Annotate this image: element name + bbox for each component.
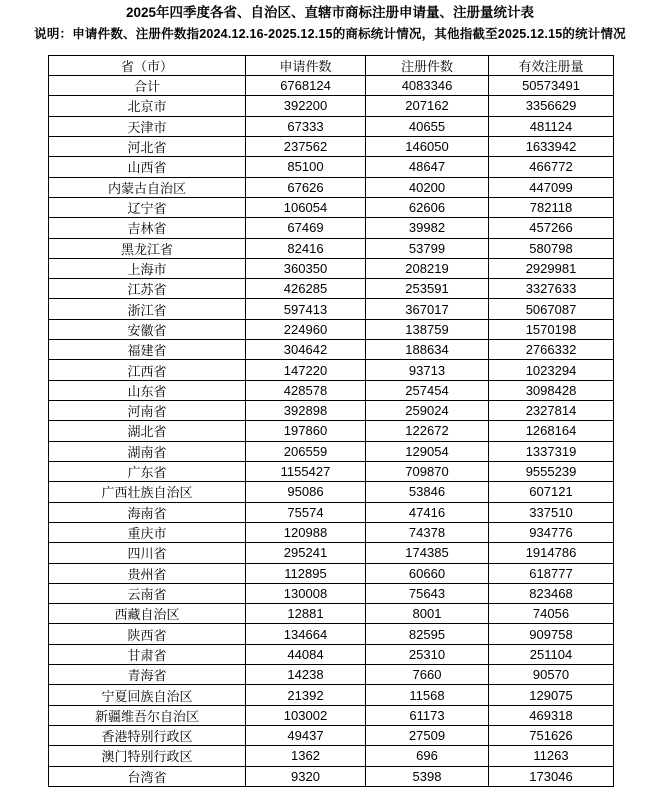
table-row bbox=[49, 116, 614, 136]
registrations-cell: 11568 bbox=[366, 685, 489, 705]
applications-cell: 75574 bbox=[246, 502, 366, 522]
applications-cell: 392200 bbox=[246, 96, 366, 116]
valid-registrations-cell: 751626 bbox=[489, 726, 614, 746]
province-cell: 山西省 bbox=[49, 157, 246, 177]
applications-cell: 67333 bbox=[246, 116, 366, 136]
column-header-applications: 申请件数 bbox=[246, 56, 366, 76]
table-body bbox=[49, 76, 614, 787]
table-row bbox=[49, 76, 614, 96]
registrations-cell: 82595 bbox=[366, 624, 489, 644]
province-cell: 新疆维吾尔自治区 bbox=[49, 705, 246, 725]
valid-registrations-cell: 129075 bbox=[489, 685, 614, 705]
registrations-cell: 146050 bbox=[366, 136, 489, 156]
applications-cell: 197860 bbox=[246, 421, 366, 441]
valid-registrations-cell: 50573491 bbox=[489, 76, 614, 96]
province-cell: 澳门特别行政区 bbox=[49, 746, 246, 766]
registrations-cell: 27509 bbox=[366, 726, 489, 746]
table-row bbox=[49, 157, 614, 177]
province-cell: 河南省 bbox=[49, 401, 246, 421]
table-row bbox=[49, 665, 614, 685]
applications-cell: 1362 bbox=[246, 746, 366, 766]
province-cell: 吉林省 bbox=[49, 218, 246, 238]
table-row bbox=[49, 461, 614, 481]
registrations-cell: 40200 bbox=[366, 177, 489, 197]
province-cell: 合计 bbox=[49, 76, 246, 96]
valid-registrations-cell: 447099 bbox=[489, 177, 614, 197]
province-cell: 黑龙江省 bbox=[49, 238, 246, 258]
applications-cell: 95086 bbox=[246, 482, 366, 502]
province-cell: 安徽省 bbox=[49, 319, 246, 339]
province-cell: 内蒙古自治区 bbox=[49, 177, 246, 197]
applications-cell: 44084 bbox=[246, 644, 366, 664]
table-row bbox=[49, 624, 614, 644]
table-row bbox=[49, 482, 614, 502]
trademark-statistics-table bbox=[48, 55, 614, 787]
table-row bbox=[49, 685, 614, 705]
table-row bbox=[49, 96, 614, 116]
applications-cell: 6768124 bbox=[246, 76, 366, 96]
table-row bbox=[49, 766, 614, 786]
column-header-province: 省（市） bbox=[49, 56, 246, 76]
province-cell: 重庆市 bbox=[49, 522, 246, 542]
valid-registrations-cell: 618777 bbox=[489, 563, 614, 583]
province-cell: 云南省 bbox=[49, 583, 246, 603]
province-cell: 江苏省 bbox=[49, 279, 246, 299]
registrations-cell: 122672 bbox=[366, 421, 489, 441]
registrations-cell: 53799 bbox=[366, 238, 489, 258]
table-row bbox=[49, 401, 614, 421]
valid-registrations-cell: 469318 bbox=[489, 705, 614, 725]
table-row bbox=[49, 360, 614, 380]
province-cell: 江西省 bbox=[49, 360, 246, 380]
valid-registrations-cell: 1337319 bbox=[489, 441, 614, 461]
valid-registrations-cell: 2327814 bbox=[489, 401, 614, 421]
province-cell: 宁夏回族自治区 bbox=[49, 685, 246, 705]
registrations-cell: 174385 bbox=[366, 543, 489, 563]
applications-cell: 392898 bbox=[246, 401, 366, 421]
province-cell: 四川省 bbox=[49, 543, 246, 563]
table-row bbox=[49, 543, 614, 563]
valid-registrations-cell: 1914786 bbox=[489, 543, 614, 563]
table-row bbox=[49, 136, 614, 156]
table-row bbox=[49, 380, 614, 400]
applications-cell: 134664 bbox=[246, 624, 366, 644]
valid-registrations-cell: 3356629 bbox=[489, 96, 614, 116]
registrations-cell: 53846 bbox=[366, 482, 489, 502]
applications-cell: 237562 bbox=[246, 136, 366, 156]
province-cell: 海南省 bbox=[49, 502, 246, 522]
province-cell: 台湾省 bbox=[49, 766, 246, 786]
table-row bbox=[49, 583, 614, 603]
valid-registrations-cell: 2766332 bbox=[489, 340, 614, 360]
registrations-cell: 259024 bbox=[366, 401, 489, 421]
valid-registrations-cell: 909758 bbox=[489, 624, 614, 644]
applications-cell: 304642 bbox=[246, 340, 366, 360]
applications-cell: 12881 bbox=[246, 604, 366, 624]
valid-registrations-cell: 1268164 bbox=[489, 421, 614, 441]
valid-registrations-cell: 481124 bbox=[489, 116, 614, 136]
registrations-cell: 696 bbox=[366, 746, 489, 766]
registrations-cell: 47416 bbox=[366, 502, 489, 522]
valid-registrations-cell: 823468 bbox=[489, 583, 614, 603]
applications-cell: 14238 bbox=[246, 665, 366, 685]
registrations-cell: 39982 bbox=[366, 218, 489, 238]
table-row bbox=[49, 644, 614, 664]
applications-cell: 49437 bbox=[246, 726, 366, 746]
applications-cell: 426285 bbox=[246, 279, 366, 299]
note-text: 说明：申请件数、注册件数指2024.12.16-2025.12.15的商标统计情况，其他指截至2025.12.15的统计情况 bbox=[34, 27, 626, 41]
province-cell: 湖南省 bbox=[49, 441, 246, 461]
applications-cell: 106054 bbox=[246, 197, 366, 217]
valid-registrations-cell: 466772 bbox=[489, 157, 614, 177]
registrations-cell: 61173 bbox=[366, 705, 489, 725]
column-header-registrations: 注册件数 bbox=[366, 56, 489, 76]
table-row bbox=[49, 502, 614, 522]
province-cell: 陕西省 bbox=[49, 624, 246, 644]
valid-registrations-cell: 580798 bbox=[489, 238, 614, 258]
table-row bbox=[49, 258, 614, 278]
valid-registrations-cell: 1570198 bbox=[489, 319, 614, 339]
province-cell: 甘肃省 bbox=[49, 644, 246, 664]
registrations-cell: 709870 bbox=[366, 461, 489, 481]
valid-registrations-cell: 457266 bbox=[489, 218, 614, 238]
applications-cell: 85100 bbox=[246, 157, 366, 177]
province-cell: 福建省 bbox=[49, 340, 246, 360]
table-row bbox=[49, 218, 614, 238]
registrations-cell: 74378 bbox=[366, 522, 489, 542]
registrations-cell: 62606 bbox=[366, 197, 489, 217]
province-cell: 辽宁省 bbox=[49, 197, 246, 217]
applications-cell: 597413 bbox=[246, 299, 366, 319]
valid-registrations-cell: 1633942 bbox=[489, 136, 614, 156]
table-row bbox=[49, 705, 614, 725]
table-row bbox=[49, 238, 614, 258]
registrations-cell: 188634 bbox=[366, 340, 489, 360]
table-row bbox=[49, 441, 614, 461]
table-row bbox=[49, 279, 614, 299]
table-header-row bbox=[49, 56, 614, 76]
applications-cell: 224960 bbox=[246, 319, 366, 339]
province-cell: 广西壮族自治区 bbox=[49, 482, 246, 502]
registrations-cell: 4083346 bbox=[366, 76, 489, 96]
table-row bbox=[49, 746, 614, 766]
valid-registrations-cell: 337510 bbox=[489, 502, 614, 522]
registrations-cell: 138759 bbox=[366, 319, 489, 339]
registrations-cell: 40655 bbox=[366, 116, 489, 136]
registrations-cell: 60660 bbox=[366, 563, 489, 583]
valid-registrations-cell: 782118 bbox=[489, 197, 614, 217]
table-row bbox=[49, 319, 614, 339]
applications-cell: 147220 bbox=[246, 360, 366, 380]
table-row bbox=[49, 563, 614, 583]
valid-registrations-cell: 607121 bbox=[489, 482, 614, 502]
applications-cell: 428578 bbox=[246, 380, 366, 400]
valid-registrations-cell: 74056 bbox=[489, 604, 614, 624]
column-header-valid-registrations: 有效注册量 bbox=[489, 56, 614, 76]
valid-registrations-cell: 251104 bbox=[489, 644, 614, 664]
valid-registrations-cell: 90570 bbox=[489, 665, 614, 685]
valid-registrations-cell: 11263 bbox=[489, 746, 614, 766]
registrations-cell: 7660 bbox=[366, 665, 489, 685]
province-cell: 香港特别行政区 bbox=[49, 726, 246, 746]
valid-registrations-cell: 3098428 bbox=[489, 380, 614, 400]
province-cell: 青海省 bbox=[49, 665, 246, 685]
registrations-cell: 367017 bbox=[366, 299, 489, 319]
applications-cell: 295241 bbox=[246, 543, 366, 563]
valid-registrations-cell: 3327633 bbox=[489, 279, 614, 299]
table-row bbox=[49, 421, 614, 441]
page-title: 2025年四季度各省、自治区、直辖市商标注册申请量、注册量统计表 bbox=[125, 5, 535, 20]
applications-cell: 103002 bbox=[246, 705, 366, 725]
applications-cell: 67626 bbox=[246, 177, 366, 197]
registrations-cell: 25310 bbox=[366, 644, 489, 664]
registrations-cell: 75643 bbox=[366, 583, 489, 603]
registrations-cell: 93713 bbox=[366, 360, 489, 380]
registrations-cell: 48647 bbox=[366, 157, 489, 177]
province-cell: 广东省 bbox=[49, 461, 246, 481]
province-cell: 山东省 bbox=[49, 380, 246, 400]
applications-cell: 360350 bbox=[246, 258, 366, 278]
registrations-cell: 208219 bbox=[366, 258, 489, 278]
province-cell: 北京市 bbox=[49, 96, 246, 116]
table-row bbox=[49, 177, 614, 197]
registrations-cell: 129054 bbox=[366, 441, 489, 461]
registrations-cell: 207162 bbox=[366, 96, 489, 116]
table-row bbox=[49, 522, 614, 542]
valid-registrations-cell: 5067087 bbox=[489, 299, 614, 319]
applications-cell: 120988 bbox=[246, 522, 366, 542]
valid-registrations-cell: 1023294 bbox=[489, 360, 614, 380]
registrations-cell: 8001 bbox=[366, 604, 489, 624]
province-cell: 西藏自治区 bbox=[49, 604, 246, 624]
applications-cell: 1155427 bbox=[246, 461, 366, 481]
province-cell: 贵州省 bbox=[49, 563, 246, 583]
applications-cell: 9320 bbox=[246, 766, 366, 786]
applications-cell: 82416 bbox=[246, 238, 366, 258]
valid-registrations-cell: 934776 bbox=[489, 522, 614, 542]
table-row bbox=[49, 604, 614, 624]
applications-cell: 206559 bbox=[246, 441, 366, 461]
valid-registrations-cell: 9555239 bbox=[489, 461, 614, 481]
province-cell: 上海市 bbox=[49, 258, 246, 278]
applications-cell: 21392 bbox=[246, 685, 366, 705]
valid-registrations-cell: 2929981 bbox=[489, 258, 614, 278]
province-cell: 天津市 bbox=[49, 116, 246, 136]
registrations-cell: 253591 bbox=[366, 279, 489, 299]
province-cell: 浙江省 bbox=[49, 299, 246, 319]
table-header bbox=[49, 56, 614, 76]
province-cell: 湖北省 bbox=[49, 421, 246, 441]
applications-cell: 67469 bbox=[246, 218, 366, 238]
registrations-cell: 257454 bbox=[366, 380, 489, 400]
applications-cell: 112895 bbox=[246, 563, 366, 583]
table-row bbox=[49, 726, 614, 746]
table-row bbox=[49, 299, 614, 319]
registrations-cell: 5398 bbox=[366, 766, 489, 786]
province-cell: 河北省 bbox=[49, 136, 246, 156]
valid-registrations-cell: 173046 bbox=[489, 766, 614, 786]
table-row bbox=[49, 197, 614, 217]
table-row bbox=[49, 340, 614, 360]
applications-cell: 130008 bbox=[246, 583, 366, 603]
